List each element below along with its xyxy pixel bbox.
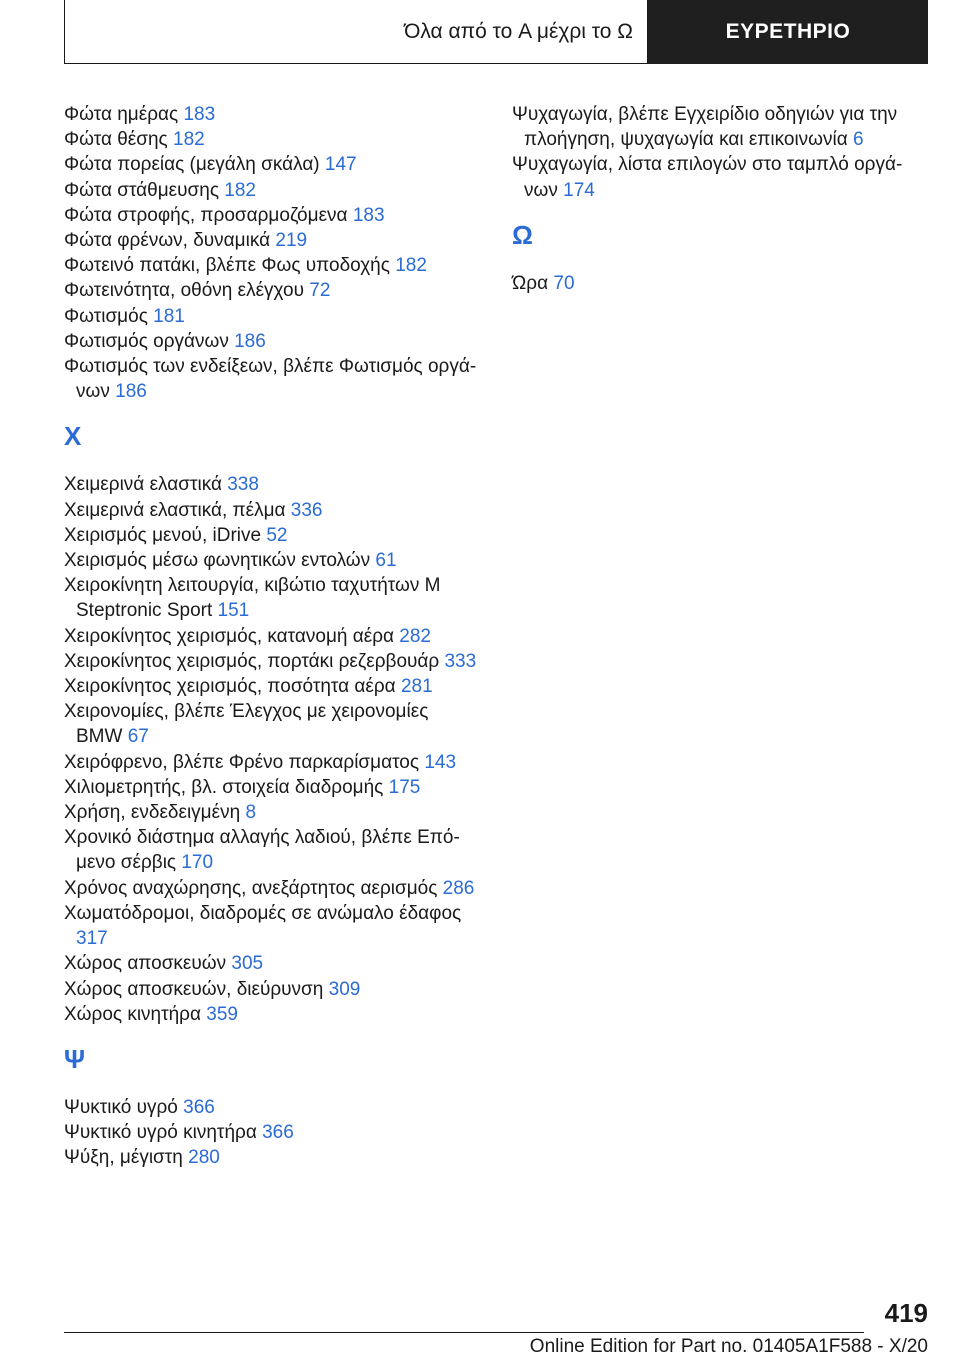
index-entry-text: Χρονικό διάστημα αλλαγής λαδιού, βλέπε Επόμενο σέρβις bbox=[64, 827, 460, 874]
entry-group-omega bbox=[512, 271, 927, 296]
page-reference-link[interactable]: 282 bbox=[399, 625, 431, 647]
page-reference-link[interactable]: 8 bbox=[245, 802, 257, 824]
index-entry bbox=[64, 1145, 479, 1170]
entry-group-psi bbox=[64, 1095, 479, 1171]
index-entry-text: Χειρονομίες, βλέπε Έλεγχος με χειρονομίες BMW bbox=[64, 701, 429, 748]
entry-group-psi-continued bbox=[512, 102, 927, 203]
index-entry-text: Χώρος αποσκευών, διεύρυνση bbox=[64, 978, 324, 1000]
index-entry bbox=[64, 102, 479, 127]
page-reference-link[interactable]: 67 bbox=[127, 726, 149, 748]
index-entry bbox=[64, 1120, 479, 1145]
index-entry bbox=[64, 1095, 479, 1120]
index-entry bbox=[64, 977, 479, 1002]
index-entry bbox=[64, 152, 479, 177]
index-entry-text: Ψύξη, μέγιστη bbox=[64, 1147, 183, 1169]
page-reference-link[interactable]: 183 bbox=[352, 204, 385, 226]
page-reference-link[interactable]: 143 bbox=[424, 751, 457, 773]
index-entry-text: Φώτα στροφής, προσαρμοζόμενα bbox=[64, 204, 348, 226]
edition-footer: Online Edition for Part no. 01405A1F588 - X/20 bbox=[529, 1336, 928, 1357]
index-entry-text: Φώτα στάθμευσης bbox=[64, 179, 219, 201]
index-column-left bbox=[64, 102, 479, 1171]
index-entry-text: Ψυκτικό υγρό bbox=[64, 1096, 178, 1118]
entry-group-chi bbox=[64, 472, 479, 1026]
page-reference-link[interactable]: 219 bbox=[275, 230, 308, 252]
page-reference-link[interactable]: 281 bbox=[400, 676, 433, 698]
index-entry-text: Χρήση, ενδεδειγμένη bbox=[64, 802, 241, 824]
index-entry bbox=[64, 573, 479, 623]
index-entry-text: Χειμερινά ελαστικά, πέλμα bbox=[64, 499, 286, 521]
index-entry-text: Χειρισμός μενού, iDrive bbox=[64, 524, 262, 546]
index-entry bbox=[64, 876, 479, 901]
page-reference-link[interactable]: 182 bbox=[173, 129, 205, 151]
index-entry-text: Χειροκίνητος χειρισμός, πορτάκι ρεζερβουάρ bbox=[64, 650, 440, 672]
page-reference-link[interactable]: 186 bbox=[115, 381, 147, 403]
index-entry bbox=[64, 498, 479, 523]
page-reference-link[interactable]: 147 bbox=[324, 154, 357, 176]
index-entry-text: Χιλιομετρητής, βλ. στοιχεία διαδρομής bbox=[64, 776, 384, 798]
index-entry-text: Φώτα ημέρας bbox=[64, 104, 179, 125]
page-number: 419 bbox=[884, 1298, 928, 1328]
index-entry-text: Χώρος κινητήρα bbox=[64, 1003, 201, 1025]
index-entry bbox=[64, 800, 479, 825]
page-reference-link[interactable]: 280 bbox=[188, 1147, 220, 1169]
index-entry bbox=[64, 548, 479, 573]
page-reference-link[interactable]: 338 bbox=[227, 474, 259, 496]
page-reference-link[interactable]: 6 bbox=[853, 129, 864, 151]
index-entry bbox=[64, 354, 479, 404]
index-entry bbox=[64, 750, 479, 775]
index-column-right bbox=[512, 102, 927, 296]
page-reference-link[interactable]: 151 bbox=[217, 600, 250, 622]
index-entry bbox=[64, 228, 479, 253]
entry-group-phi bbox=[64, 102, 479, 404]
index-entry bbox=[64, 699, 479, 749]
page-reference-link[interactable]: 317 bbox=[76, 928, 108, 950]
index-letter-psi: Ψ bbox=[64, 1043, 86, 1074]
index-entry-text: Φωτισμός bbox=[64, 305, 148, 327]
page-reference-link[interactable]: 70 bbox=[553, 272, 575, 294]
index-entry-text: Χειροκίνητη λειτουργία, κιβώτιο ταχυτήτων M Steptronic Sport bbox=[64, 575, 441, 622]
index-entry-text: Χειμερινά ελαστικά bbox=[64, 474, 222, 496]
page-reference-link[interactable]: 175 bbox=[388, 776, 421, 798]
index-entry-text: Χρόνος αναχώρησης, ανεξάρτητος αερισμός bbox=[64, 877, 438, 899]
index-entry-text: Ψυκτικό υγρό κινητήρα bbox=[64, 1122, 257, 1144]
index-entry-text: Φώτα πορείας (μεγάλη σκάλα) bbox=[64, 154, 320, 176]
index-entry-text: Φωτισμός των ενδείξεων, βλέπε Φωτισμός οργάνων bbox=[64, 356, 477, 403]
index-entry-text: Ώρα bbox=[512, 272, 549, 294]
index-entry-text: Χειροκίνητος χειρισμός, κατανομή αέρα bbox=[64, 625, 394, 647]
index-letter-chi: Χ bbox=[64, 421, 82, 452]
index-entry bbox=[64, 825, 479, 875]
index-entry bbox=[64, 951, 479, 976]
index-entry-text: Φωτεινότητα, οθόνη ελέγχου bbox=[64, 280, 304, 302]
index-entry bbox=[64, 775, 479, 800]
index-entry-text: Χειροκίνητος χειρισμός, ποσότητα αέρα bbox=[64, 676, 396, 698]
index-entry bbox=[64, 472, 479, 497]
page-reference-link[interactable]: 72 bbox=[309, 280, 331, 302]
index-entry bbox=[512, 102, 927, 152]
index-entry bbox=[512, 152, 927, 202]
page-reference-link[interactable]: 286 bbox=[442, 877, 475, 899]
index-entry-text: Χώρος αποσκευών bbox=[64, 953, 227, 975]
index-entry bbox=[64, 127, 479, 152]
index-entry bbox=[64, 901, 479, 951]
page-header bbox=[64, 0, 928, 64]
index-letter-omega: Ω bbox=[512, 219, 533, 250]
page-reference-link[interactable]: 170 bbox=[181, 852, 214, 874]
index-entry-text: Φώτα φρένων, δυναμικά bbox=[64, 230, 271, 252]
index-entry bbox=[64, 624, 479, 649]
page-reference-link[interactable]: 61 bbox=[375, 550, 397, 572]
index-entry bbox=[64, 278, 479, 303]
index-entry bbox=[64, 329, 479, 354]
index-entry bbox=[64, 1002, 479, 1027]
page-reference-link[interactable]: 181 bbox=[153, 305, 185, 327]
page-reference-link[interactable]: 174 bbox=[563, 179, 595, 201]
index-entry-text: Φωτεινό πατάκι, βλέπε Φως υποδοχής bbox=[64, 255, 390, 277]
index-entry-text: Χωματόδρομοι, διαδρομές σε ανώμαλο έδαφος bbox=[64, 902, 462, 924]
index-entry bbox=[64, 304, 479, 329]
page-reference-link[interactable]: 182 bbox=[395, 255, 427, 277]
section-title: ΕΥΡΕΤΗΡΙΟ bbox=[648, 0, 928, 64]
index-entry bbox=[64, 523, 479, 548]
page-reference-link[interactable]: 333 bbox=[444, 650, 477, 672]
page-reference-link[interactable]: 366 bbox=[183, 1096, 215, 1118]
index-entry-text: Ψυχαγωγία, λίστα επιλογών στο ταμπλό οργάνων bbox=[512, 154, 903, 201]
page-reference-link[interactable]: 336 bbox=[290, 499, 323, 521]
page-reference-link[interactable]: 186 bbox=[234, 330, 266, 352]
page-reference-link[interactable]: 366 bbox=[262, 1122, 294, 1144]
index-entry bbox=[64, 253, 479, 278]
index-entry-text: Φωτισμός οργάνων bbox=[64, 330, 229, 352]
index-entry bbox=[64, 178, 479, 203]
page-reference-link[interactable]: 359 bbox=[206, 1003, 238, 1025]
index-entry-text: Χειρισμός μέσω φωνητικών εντολών bbox=[64, 550, 371, 572]
index-entry bbox=[64, 203, 479, 228]
chapter-title: Όλα από το A μέχρι το Ω bbox=[64, 0, 648, 64]
page-reference-link[interactable]: 309 bbox=[328, 978, 361, 1000]
index-entry bbox=[64, 649, 479, 674]
index-entry-text: Ψυχαγωγία, βλέπε Εγχειρίδιο οδηγιών για την πλοήγηση, ψυχαγωγία και επικοινωνία bbox=[512, 104, 898, 151]
index-entry bbox=[64, 674, 479, 699]
index-entry-text: Χειρόφρενο, βλέπε Φρένο παρκαρίσματος bbox=[64, 751, 420, 773]
index-entry-text: Φώτα θέσης bbox=[64, 129, 168, 151]
page-reference-link[interactable]: 52 bbox=[266, 524, 288, 546]
index-entry bbox=[512, 271, 927, 296]
footer-divider bbox=[64, 1332, 864, 1333]
page-reference-link[interactable]: 305 bbox=[231, 953, 264, 975]
page-reference-link[interactable]: 182 bbox=[224, 179, 256, 201]
page-reference-link[interactable]: 183 bbox=[183, 104, 216, 125]
